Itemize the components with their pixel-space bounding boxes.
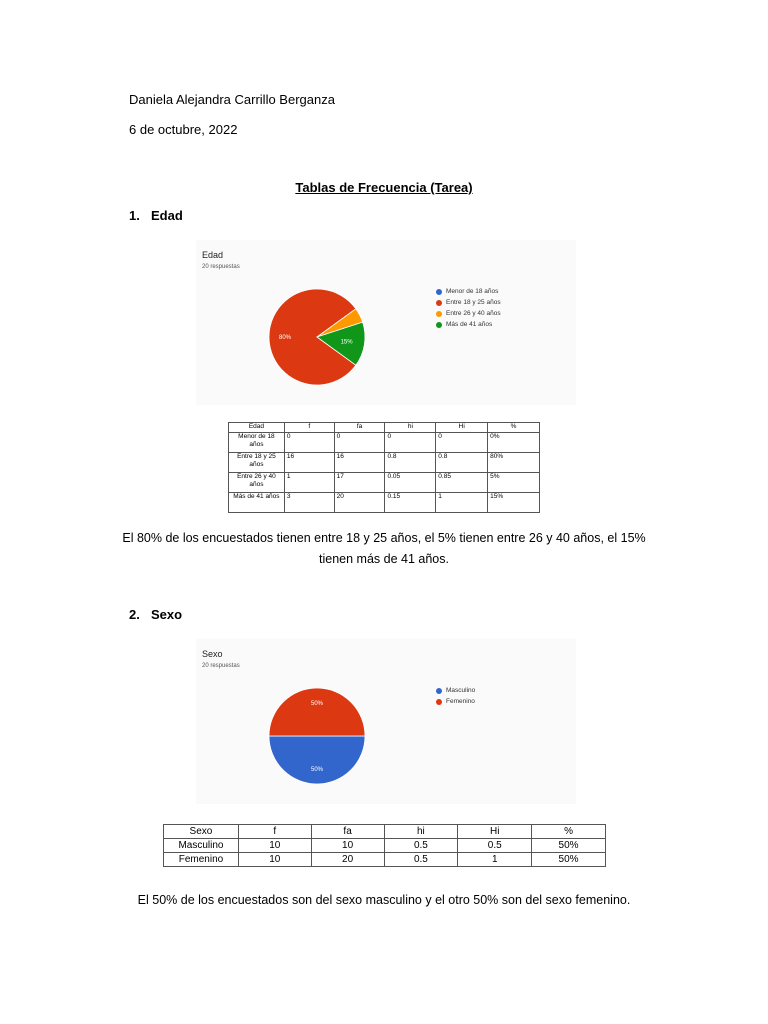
table-cell: 0.5 bbox=[384, 839, 458, 853]
document-date: 6 de octubre, 2022 bbox=[129, 122, 238, 137]
legend-swatch bbox=[436, 289, 442, 295]
table-row bbox=[229, 473, 540, 493]
table-cell: 15% bbox=[488, 493, 540, 513]
table-cell: 0% bbox=[488, 433, 540, 453]
table-cell: 3 bbox=[284, 493, 334, 513]
legend-item bbox=[436, 685, 475, 696]
chart-subtitle: 20 respuestas bbox=[202, 663, 240, 669]
chart-edad bbox=[196, 240, 576, 405]
legend-swatch bbox=[436, 322, 442, 328]
pie-slice-masculino bbox=[269, 736, 365, 784]
table-header-cell: fa bbox=[311, 825, 384, 839]
chart-title: Edad bbox=[202, 250, 224, 260]
legend-label: Menor de 18 años bbox=[446, 288, 499, 295]
table-cell: 20 bbox=[311, 853, 384, 867]
table-row bbox=[229, 453, 540, 473]
pie-data-label: 50% bbox=[310, 701, 324, 707]
section-heading-sexo bbox=[129, 607, 182, 622]
chart-subtitle: 20 respuestas bbox=[202, 264, 240, 270]
table-cell: 0 bbox=[436, 433, 488, 453]
section-number: 2. bbox=[129, 607, 140, 622]
pie-data-label: 50% bbox=[310, 767, 324, 773]
legend-item bbox=[436, 286, 501, 297]
table-header-cell: Hi bbox=[458, 825, 532, 839]
table-header-cell: f bbox=[238, 825, 311, 839]
table-cell: 0.5 bbox=[384, 853, 458, 867]
table-cell: Femenino bbox=[164, 853, 239, 867]
table-cell: 10 bbox=[311, 839, 384, 853]
table-cell: 50% bbox=[532, 853, 606, 867]
legend-swatch bbox=[436, 311, 442, 317]
table-cell: 5% bbox=[488, 473, 540, 493]
table-cell: 0.15 bbox=[385, 493, 436, 513]
table-header-cell: Sexo bbox=[164, 825, 239, 839]
legend-label: Masculino bbox=[446, 687, 476, 694]
table-cell: Entre 26 y 40 años bbox=[229, 473, 285, 493]
conclusion-sexo: El 50% de los encuestados son del sexo masculino y el otro 50% son del sexo femenino. bbox=[137, 893, 631, 907]
section-title: Edad bbox=[151, 208, 183, 223]
table-cell: 0.85 bbox=[436, 473, 488, 493]
table-row bbox=[164, 839, 606, 853]
table-cell: 0 bbox=[334, 433, 385, 453]
section-number: 1. bbox=[129, 208, 140, 223]
chart-legend bbox=[436, 286, 501, 330]
pie-data-label: 15% bbox=[340, 339, 353, 346]
pie-data-label: 80% bbox=[278, 335, 292, 341]
table-sexo bbox=[163, 824, 606, 867]
table-header-cell: Edad bbox=[229, 423, 285, 433]
table-cell: 16 bbox=[334, 453, 385, 473]
pie-chart-edad bbox=[196, 240, 576, 405]
pie-slice-femenino bbox=[269, 688, 365, 736]
document-title bbox=[0, 180, 768, 195]
table-header-cell: hi bbox=[385, 423, 436, 433]
legend-label: Entre 18 y 25 años bbox=[446, 299, 501, 306]
legend-item bbox=[436, 308, 501, 319]
table-header-cell: % bbox=[488, 423, 540, 433]
table-header-cell: f bbox=[284, 423, 334, 433]
table-header-row bbox=[229, 423, 540, 433]
table-cell: 0 bbox=[385, 433, 436, 453]
table-cell: 10 bbox=[238, 839, 311, 853]
legend-swatch bbox=[436, 300, 442, 306]
table-cell: 0.8 bbox=[436, 453, 488, 473]
table-cell: Más de 41 años bbox=[229, 493, 285, 513]
author-name: Daniela Alejandra Carrillo Berganza bbox=[129, 92, 335, 107]
table-row bbox=[229, 433, 540, 453]
table-cell: Menor de 18 años bbox=[229, 433, 285, 453]
table-header-cell: fa bbox=[334, 423, 385, 433]
table-cell: 0.05 bbox=[385, 473, 436, 493]
table-edad bbox=[228, 422, 540, 513]
legend-item bbox=[436, 319, 501, 330]
pie-chart-sexo bbox=[196, 639, 576, 804]
chart-legend bbox=[436, 685, 475, 707]
table-header-cell: % bbox=[532, 825, 606, 839]
table-cell: 0.8 bbox=[385, 453, 436, 473]
legend-label: Femenino bbox=[446, 698, 475, 705]
table-row bbox=[229, 493, 540, 513]
chart-sexo bbox=[196, 639, 576, 804]
table-cell: 1 bbox=[436, 493, 488, 513]
table-cell: 0.5 bbox=[458, 839, 532, 853]
table-cell: 1 bbox=[458, 853, 532, 867]
section-title: Sexo bbox=[151, 607, 183, 622]
table-cell: Masculino bbox=[164, 839, 239, 853]
legend-label: Más de 41 años bbox=[446, 321, 493, 328]
chart-title: Sexo bbox=[202, 649, 223, 659]
table-cell: 16 bbox=[284, 453, 334, 473]
table-header-cell: Hi bbox=[436, 423, 488, 433]
table-header-row bbox=[164, 825, 606, 839]
table-cell: 1 bbox=[284, 473, 334, 493]
table-cell: Entre 18 y 25 años bbox=[229, 453, 285, 473]
table-header-cell: hi bbox=[384, 825, 458, 839]
legend-item bbox=[436, 696, 475, 707]
legend-swatch bbox=[436, 699, 442, 705]
table-cell: 20 bbox=[334, 493, 385, 513]
table-cell: 80% bbox=[488, 453, 540, 473]
table-cell: 10 bbox=[238, 853, 311, 867]
legend-swatch bbox=[436, 688, 442, 694]
legend-item bbox=[436, 297, 501, 308]
table-cell: 0 bbox=[284, 433, 334, 453]
table-row bbox=[164, 853, 606, 867]
section-heading-edad bbox=[129, 208, 183, 223]
table-cell: 50% bbox=[532, 839, 606, 853]
legend-label: Entre 26 y 40 años bbox=[446, 310, 501, 317]
table-cell: 17 bbox=[334, 473, 385, 493]
document-title-text: Tablas de Frecuencia (Tarea) bbox=[295, 180, 473, 195]
conclusion-edad: El 80% de los encuestados tienen entre 18 y 25 años, el 5% tienen entre 26 y 40 años, el 15% tienen más de 41 años. bbox=[122, 531, 646, 566]
